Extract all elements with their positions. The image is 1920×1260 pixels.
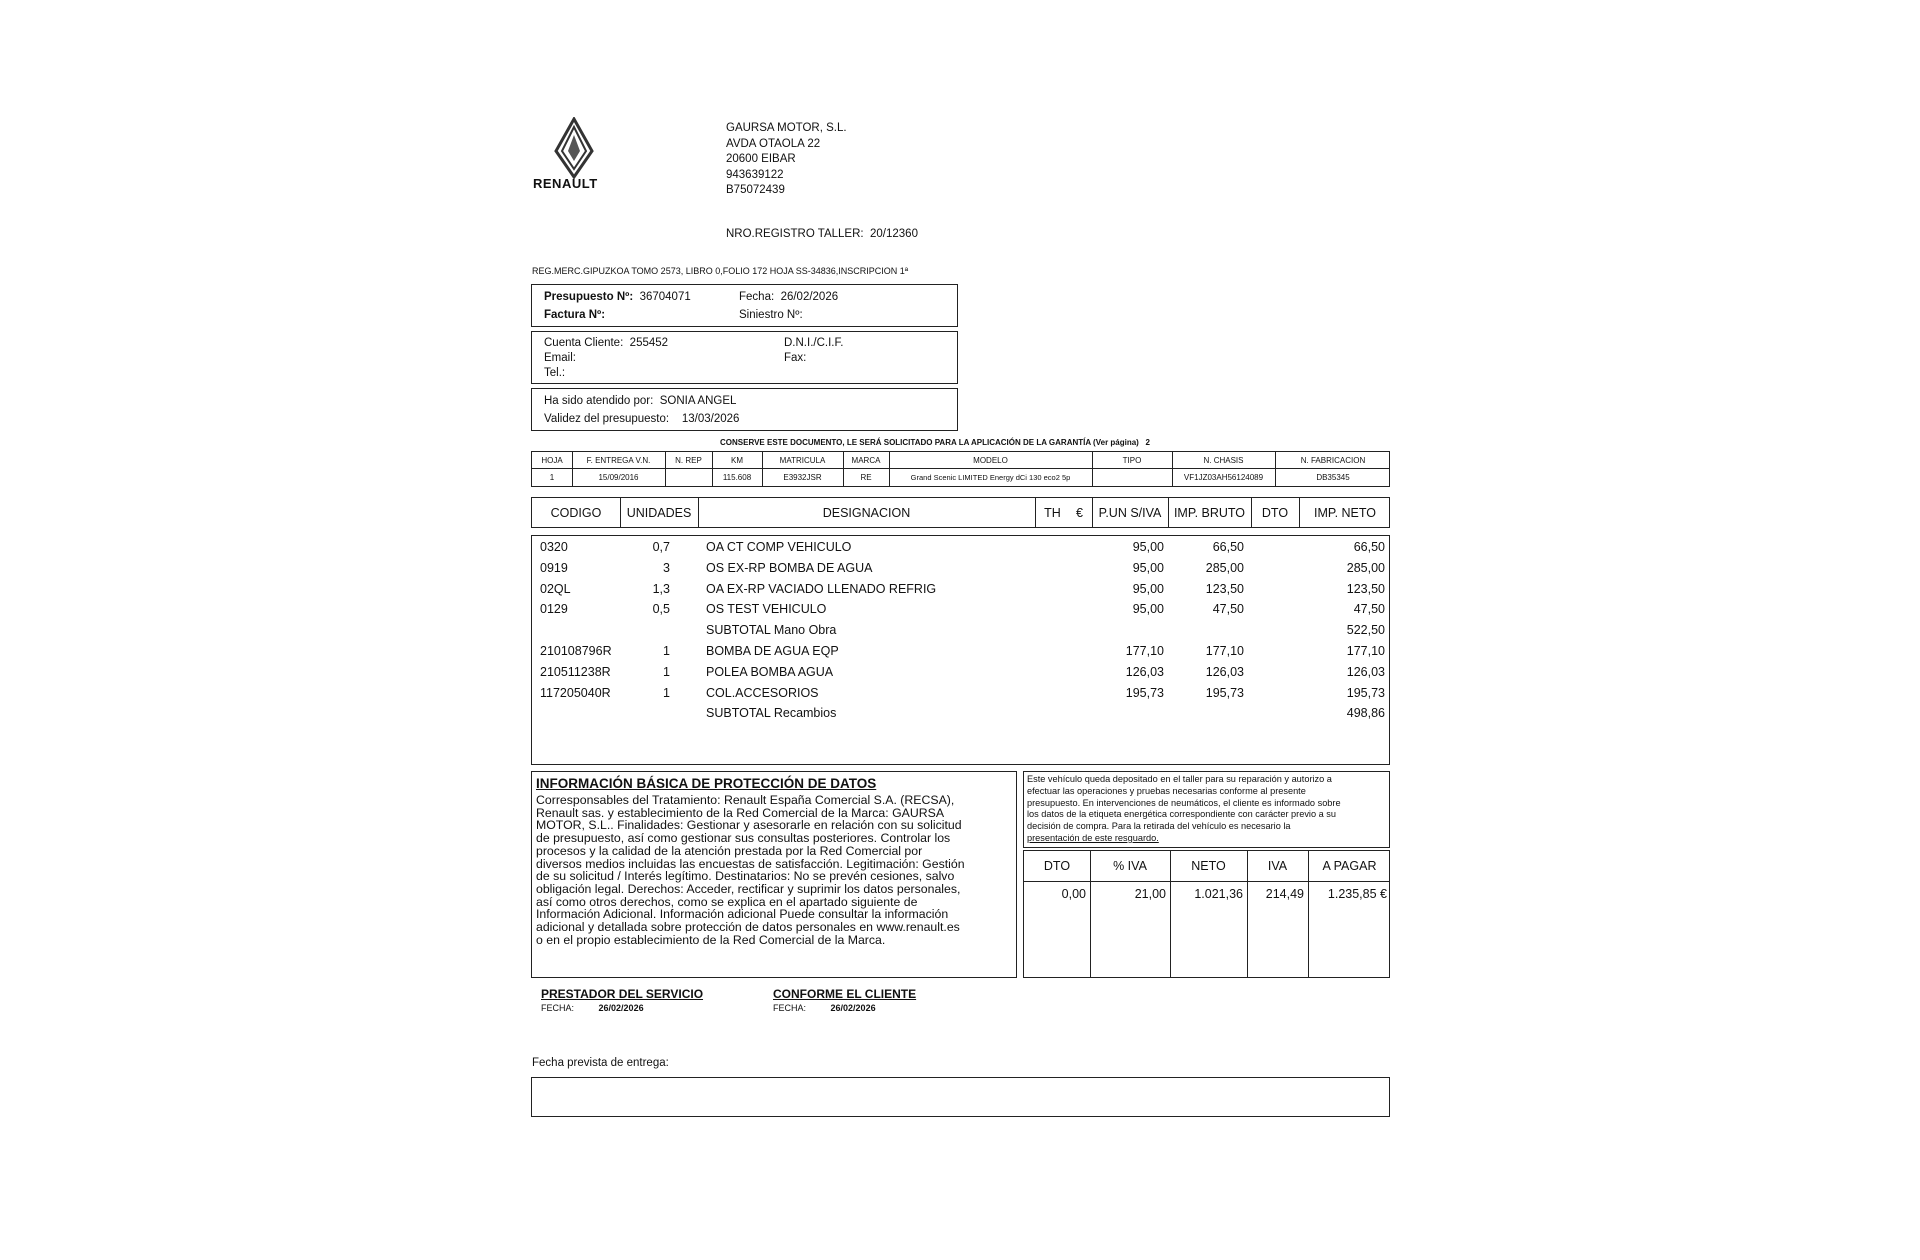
privacy-line: o en el propio establecimiento de la Red Comercial de la Marca. — [536, 932, 886, 947]
company-city: 20600 EIBAR — [726, 153, 796, 165]
item-net: 126,03 — [1346, 664, 1385, 679]
item-gross: 195,73 — [1205, 685, 1244, 700]
vh-hoja: HOJA — [541, 455, 563, 465]
item-net: 498,86 — [1346, 706, 1385, 721]
items-header — [531, 497, 1390, 528]
deposit-box — [1023, 771, 1390, 848]
conforme-fecha-value: 26/02/2026 — [830, 1003, 876, 1013]
vv-tipo — [1092, 468, 1172, 486]
table-row — [532, 540, 1389, 557]
delivery-label: Fecha prevista de entrega: — [532, 1057, 669, 1069]
privacy-line: obligación legal. Derechos: Acceder, rectificar y suprimir los datos personales, — [536, 881, 961, 896]
validez-value: 13/03/2026 — [681, 413, 740, 425]
validez-label: Validez del presupuesto: — [544, 413, 670, 425]
col-euro: € — [1076, 505, 1083, 520]
table-row — [532, 706, 1389, 723]
item-code: 02QL — [540, 581, 571, 596]
vv-nrep — [665, 468, 712, 486]
prestador-fecha-label: FECHA: — [541, 1003, 575, 1013]
privacy-line: Información Adicional. Información adicional Puede consultar la información — [536, 907, 949, 922]
company-phone: 943639122 — [726, 168, 784, 181]
item-units: 0,5 — [652, 602, 670, 617]
brand-name: RENAULT — [533, 176, 598, 191]
item-net: 123,50 — [1346, 581, 1385, 596]
privacy-line: de su solicitud / Interés legítimo. Destinatarios: No se prevén cesiones, salvo — [536, 869, 955, 884]
item-description: OS TEST VEHICULO — [706, 602, 827, 617]
items-body — [531, 535, 1390, 765]
privacy-line: adicional y detallada sobre protección de datos personales en www.renault.es — [536, 920, 960, 935]
company-name: GAURSA MOTOR, S.L. — [726, 122, 847, 134]
company-address — [726, 121, 847, 199]
item-net: 66,50 — [1353, 540, 1385, 554]
item-code: 210108796R — [540, 644, 612, 658]
tot-neto: 1.021,36 — [1194, 887, 1243, 901]
item-price: 95,00 — [1132, 581, 1164, 596]
prestador-label: PRESTADOR DEL SERVICIO — [541, 987, 704, 1001]
vh-chasis: N. CHASIS — [1203, 455, 1244, 465]
tot-h-pagar: A PAGAR — [1322, 859, 1377, 873]
cuenta-cliente — [544, 337, 668, 349]
presupuesto — [544, 291, 691, 303]
warranty-notice — [720, 438, 1150, 447]
col-th: TH — [1044, 505, 1061, 520]
table-row — [532, 623, 1389, 640]
privacy-line: MOTOR, S.L.. Finalidades: Gestionar y asesorarle en relación con su solicitud — [536, 818, 962, 833]
item-net: 177,10 — [1346, 644, 1385, 658]
item-code: 117205040R — [540, 685, 611, 700]
vh-fabricacion: N. FABRICACION — [1300, 455, 1366, 465]
vv-km: 115.608 — [722, 472, 752, 482]
presupuesto-value: 36704071 — [639, 291, 691, 303]
item-net: 522,50 — [1346, 623, 1385, 638]
fax-label: Fax: — [784, 352, 807, 364]
prestador-fecha-value: 26/02/2026 — [598, 1003, 644, 1013]
fecha-value: 26/02/2026 — [780, 291, 839, 303]
table-row — [532, 602, 1389, 619]
col-dto: DTO — [1261, 505, 1289, 520]
item-gross: 177,10 — [1205, 644, 1244, 658]
col-unidades: UNIDADES — [626, 505, 692, 520]
registro-label: NRO.REGISTRO TALLER: — [726, 228, 864, 240]
warranty-page: 2 — [1145, 438, 1150, 447]
tot-iva: 214,49 — [1265, 887, 1304, 901]
privacy-title: INFORMACIÓN BÁSICA DE PROTECCIÓN DE DATOS — [536, 776, 877, 791]
email-label: Email: — [544, 352, 576, 364]
item-description: SUBTOTAL Recambios — [706, 706, 837, 721]
deposit-line: efectuar las operaciones y pruebas necesarias conforme al presente — [1027, 785, 1306, 796]
item-gross: 285,00 — [1205, 560, 1244, 575]
tot-pagar: 1.235,85 € — [1327, 887, 1387, 901]
item-price: 95,00 — [1132, 602, 1164, 617]
cuenta-value: 255452 — [629, 337, 669, 349]
deposit-line: presentación de este resguardo. — [1027, 832, 1159, 843]
item-price: 177,10 — [1125, 644, 1164, 658]
vehicle-table — [531, 451, 1390, 487]
factura-label: Factura Nº: — [544, 309, 606, 321]
totals-table — [1023, 850, 1390, 978]
table-row — [532, 561, 1389, 578]
vh-nrep: N. REP — [675, 455, 702, 465]
conforme-fecha — [773, 1003, 876, 1013]
privacy-line: procesos y la calidad de la atención prestada por la Red Comercial por — [536, 843, 923, 858]
tot-h-neto: NETO — [1191, 859, 1226, 873]
delivery-box[interactable] — [531, 1077, 1390, 1117]
privacy-line: Corresponsables del Tratamiento: Renault España Comercial S.A. (RECSA), — [536, 793, 955, 807]
col-neto: IMP. NETO — [1313, 505, 1377, 520]
company-street: AVDA OTAOLA 22 — [726, 137, 821, 150]
item-description: COL.ACCESORIOS — [706, 685, 819, 700]
tot-h-iva-pct: % IVA — [1113, 859, 1147, 873]
item-net: 285,00 — [1346, 560, 1385, 575]
tot-iva-pct: 21,00 — [1134, 887, 1166, 901]
table-row — [532, 665, 1389, 682]
conforme-fecha-label: FECHA: — [773, 1003, 807, 1013]
conforme-label: CONFORME EL CLIENTE — [773, 987, 917, 1001]
item-code: 0129 — [540, 602, 568, 617]
item-units: 1 — [663, 644, 670, 658]
item-net: 47,50 — [1353, 602, 1385, 617]
col-designacion: DESIGNACION — [822, 505, 911, 520]
vh-km: KM — [731, 455, 743, 465]
vv-hoja: 1 — [549, 472, 555, 482]
vh-modelo: MODELO — [973, 455, 1008, 465]
item-gross: 66,50 — [1212, 540, 1244, 554]
item-description: OA CT COMP VEHICULO — [706, 540, 852, 554]
item-description: OS EX-RP BOMBA DE AGUA — [706, 560, 873, 575]
vv-chasis: VF1JZ03AH56124089 — [1183, 472, 1264, 482]
item-net: 195,73 — [1346, 685, 1385, 700]
table-row — [532, 582, 1389, 599]
privacy-line: así como otros derechos, como se explica en el apartado siguiente de — [536, 894, 918, 909]
vh-entrega: F. ENTREGA V.N. — [586, 455, 651, 465]
vh-tipo: TIPO — [1122, 455, 1142, 465]
item-price: 195,73 — [1125, 685, 1164, 700]
item-gross: 126,03 — [1205, 664, 1244, 679]
attention-box — [531, 388, 958, 431]
tot-dto: 0,00 — [1061, 887, 1086, 901]
privacy-box — [531, 771, 1017, 978]
reg-merc: REG.MERC.GIPUZKOA TOMO 2573, LIBRO 0,FOLIO 172 HOJA SS-34836,INSCRIPCION 1ª — [532, 266, 909, 276]
deposit-line: presupuesto. En intervenciones de neumáticos, el cliente es informado sobre — [1027, 797, 1341, 808]
privacy-line: diversos medios incluidas las encuestas de satisfacción. Legitimación: Gestión — [536, 856, 965, 871]
tel-label: Tel.: — [544, 367, 566, 379]
tot-h-iva: IVA — [1267, 859, 1288, 873]
col-codigo: CODIGO — [550, 505, 602, 520]
item-description: POLEA BOMBA AGUA — [706, 664, 834, 679]
vv-entrega: 15/09/2016 — [598, 472, 639, 482]
item-price: 95,00 — [1132, 560, 1164, 575]
registro-taller — [726, 228, 918, 240]
item-price: 95,00 — [1132, 540, 1164, 554]
presupuesto-label: Presupuesto Nº: — [544, 291, 634, 303]
budget-box — [531, 284, 958, 327]
atendido-value: SONIA ANGEL — [659, 395, 737, 407]
item-units: 1,3 — [652, 581, 670, 596]
item-code: 210511238R — [540, 664, 611, 679]
vv-fabricacion: DB35345 — [1316, 472, 1350, 482]
prestador-fecha — [541, 1003, 644, 1013]
item-description: BOMBA DE AGUA EQP — [706, 644, 839, 658]
client-box — [531, 331, 958, 384]
fecha — [739, 291, 838, 303]
dni-label: D.N.I./C.I.F. — [784, 337, 844, 349]
privacy-line: de presupuesto, así como gestionar sus consultas posteriores. Controlar los — [536, 831, 951, 846]
vv-modelo: Grand Scenic LIMITED Energy dCi 130 eco2 5p — [910, 472, 1071, 482]
item-description: OA EX-RP VACIADO LLENADO REFRIG — [706, 581, 937, 596]
deposit-line: los datos de la etiqueta energética correspondiente con carácter previo a su — [1027, 809, 1336, 820]
privacy-text — [536, 794, 965, 946]
item-code: 0919 — [540, 560, 568, 575]
warranty-text: CONSERVE ESTE DOCUMENTO, LE SERÁ SOLICITADO PARA LA APLICACIÓN DE LA GARANTÍA (Ver página) — [720, 438, 1139, 447]
vv-marca: RE — [860, 472, 872, 482]
vv-matricula: E3932JSR — [783, 472, 822, 482]
item-units: 0,7 — [652, 540, 670, 554]
atendido — [544, 395, 736, 407]
validez — [544, 413, 739, 425]
vh-matricula: MATRICULA — [779, 455, 826, 465]
table-row — [532, 686, 1389, 703]
deposit-line: decisión de compra. Para la retirada del vehículo es necesario la — [1027, 821, 1291, 832]
deposit-line: Este vehículo queda depositado en el taller para su reparación y autorizo a — [1027, 774, 1332, 784]
company-cif: B75072439 — [726, 184, 785, 196]
fecha-label: Fecha: — [739, 291, 775, 303]
item-gross: 123,50 — [1205, 581, 1244, 596]
privacy-line: Renault sas. y establecimiento de la Red Comercial de la Marca: GAURSA — [536, 805, 945, 820]
col-bruto: IMP. BRUTO — [1173, 505, 1246, 520]
item-units: 1 — [663, 685, 670, 700]
item-description: SUBTOTAL Mano Obra — [706, 623, 837, 638]
item-units: 3 — [663, 560, 670, 575]
table-row — [532, 644, 1389, 661]
cuenta-label: Cuenta Cliente: — [544, 337, 624, 349]
registro-value: 20/12360 — [870, 228, 918, 240]
item-code: 0320 — [540, 540, 568, 554]
col-pun: P.UN S/IVA — [1098, 505, 1162, 520]
siniestro-label: Siniestro Nº: — [739, 309, 803, 321]
deposit-text — [1027, 774, 1341, 845]
vh-marca: MARCA — [851, 455, 881, 465]
item-units: 1 — [663, 664, 670, 679]
atendido-label: Ha sido atendido por: — [544, 395, 654, 407]
item-gross: 47,50 — [1212, 602, 1244, 617]
tot-h-dto: DTO — [1043, 859, 1071, 873]
item-price: 126,03 — [1125, 664, 1164, 679]
